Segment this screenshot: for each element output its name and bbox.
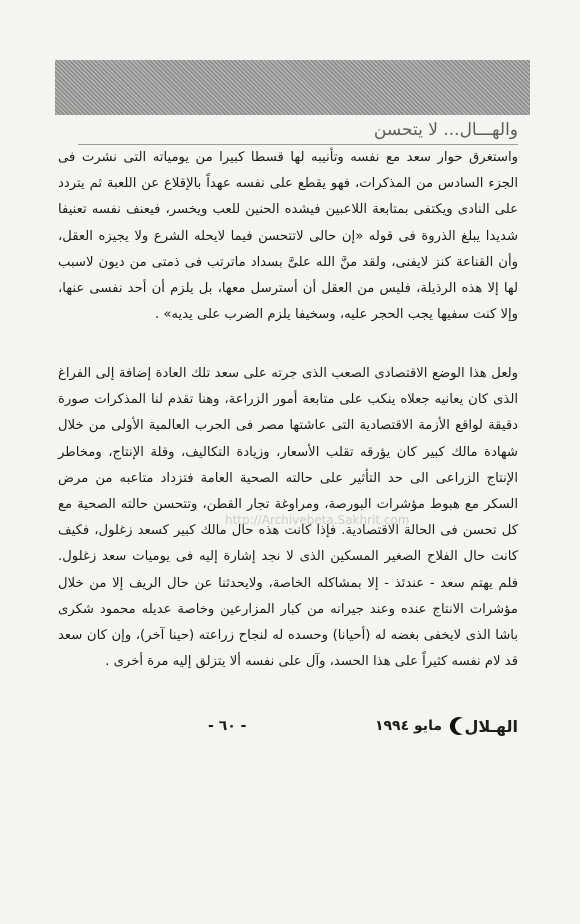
magazine-name: الهـلال xyxy=(464,717,518,736)
watermark-url: http://Archivebeta.Sakhrit.com xyxy=(225,513,410,527)
paragraph-1: واستغرق حوار سعد مع نفسه وتأنيبه لها قسطا كبيرا من يومياته التى نشرت فى الجزء السادس من المذكرات، فهو يقطع على نفسه عهداً بالإقلاع عن اللعبة ثم يتردد على النادى ويكتفى بمتابعة اللاعبين فيشده الحنين للعب ويخسر، فيعنف نفسه تعنيفا شديدا يبلغ الذروة فى قوله «إن حالى لاتتحسن فيما لايحله الشرع ولا يجيزه العقل، وأن القناعة كنز لايفنى، ولقد منَّ الله علىَّ بسداد ماترتب فى ذمتى من ديون لاسبب لها إلا هذه الرذيلة، فليس من العقل أن أسترسل معها، بل يلزم أن أحد نفسى عنها، وإلا كنت سفيها يجب الحجر عليه، وسخيفا يلزم الضرب على يديه» . xyxy=(58,150,518,323)
section-title: والهـــال... لا يتحسن xyxy=(373,120,518,140)
paragraph-2: ولعل هذا الوضع الاقتصادى الصعب الذى جرته على سعد تلك العادة إضافة إلى الفراغ الذى كان يعانيه جعلاه ينكب على متابعة أمور الزراعة، وهنا تقدم لنا المذكرات صورة دقيقة لواقع الأزمة الاقتصادية التى عاشتها مصر فى الحرب العالمية الأولى من خلال شهادة مالك كبير كان يؤرقه تقلب الأسعار، وزيادة التكاليف، وقلة الإنتاج، ومخاطر الإنتاج الزراعى الى حد التأثير على حالته الصحية العامة فتزداد متاعبه من مرض السكر مع هبوط مؤشرات البورصة، ومراوغة تجار القطن، وتتحسن حالته الصحية مع كل تحسن فى الحالة الاقتصادية. فإذا كانت هذه حال مالك كبير كسعد زغلول، فكيف كانت حال الفلاح الصغير المسكين الذى لا نجد إشارة إليه فى يوميات سعد زغلول. فلم يهتم سعد - عندئذ - إلا بمشاكله الخاصة، ولايحدثنا عن حال الريف إلا من خلال مؤشرات الانتاج عنده وعند جيرانه من كبار المزارعين وخاصة عديله محمود شكرى باشا الذى لايخفى بغضه له (أحيانا) وحسده له لنجاح زراعته (حينا آخر)، وإن كان سعد قد لام نفسه كثيراً على هذا الحسد، وآل على نفسه ألا يتزلق إليه مرة أخرى . xyxy=(58,366,518,670)
crescent-icon xyxy=(448,715,470,737)
issue-date: مايو ١٩٩٤ xyxy=(374,718,442,734)
header-band xyxy=(55,60,530,115)
page-footer xyxy=(58,715,518,745)
page-number: - ٦٠ - xyxy=(208,718,247,734)
